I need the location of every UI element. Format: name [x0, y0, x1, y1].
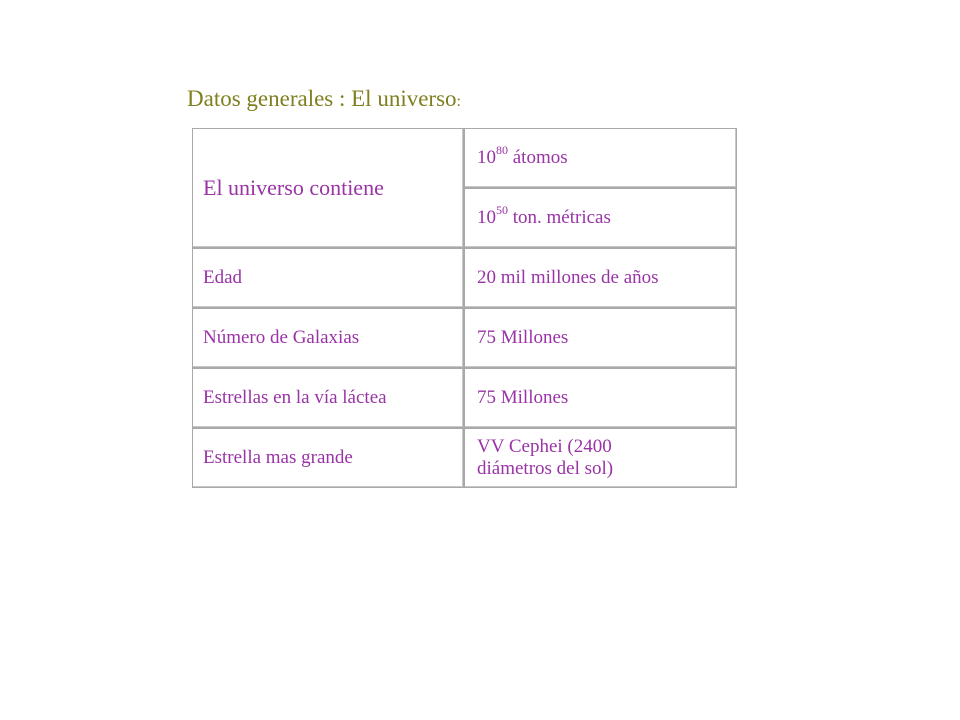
- row-value-cell: [464, 428, 737, 488]
- contains-label-cell: [192, 128, 464, 248]
- row-value: 75 Millones: [477, 387, 569, 408]
- atoms-exponent: 80: [496, 142, 508, 157]
- slide-title: [187, 86, 461, 112]
- row-value-cell: [464, 248, 737, 308]
- row-label: Estrella mas grande: [203, 447, 353, 468]
- slide-title-text: Datos generales : El universo: [187, 86, 457, 111]
- mass-value: [477, 202, 611, 229]
- row-label: Edad: [203, 267, 243, 288]
- row-label-cell: [192, 248, 464, 308]
- mass-cell: [464, 188, 737, 248]
- row-value-cell: [464, 368, 737, 428]
- row-label: Número de Galaxias: [203, 327, 360, 348]
- row-value: 75 Millones: [477, 327, 569, 348]
- mass-base: 10: [477, 207, 496, 228]
- row-label-cell: [192, 428, 464, 488]
- atoms-base: 10: [477, 147, 496, 168]
- row-value-cell: [464, 308, 737, 368]
- atoms-value: [477, 142, 568, 169]
- atoms-cell: [464, 128, 737, 188]
- slide-title-colon: :: [456, 93, 461, 110]
- row-label: Estrellas en la vía láctea: [203, 387, 387, 408]
- row-label-cell: [192, 308, 464, 368]
- mass-unit: ton. métricas: [508, 207, 611, 228]
- contains-label: El universo contiene: [203, 175, 384, 200]
- mass-exponent: 50: [496, 202, 508, 217]
- row-value: VV Cephei (2400 diámetros del sol): [477, 436, 614, 479]
- row-value: 20 mil millones de años: [477, 267, 659, 288]
- row-label-cell: [192, 368, 464, 428]
- atoms-unit: átomos: [508, 147, 568, 168]
